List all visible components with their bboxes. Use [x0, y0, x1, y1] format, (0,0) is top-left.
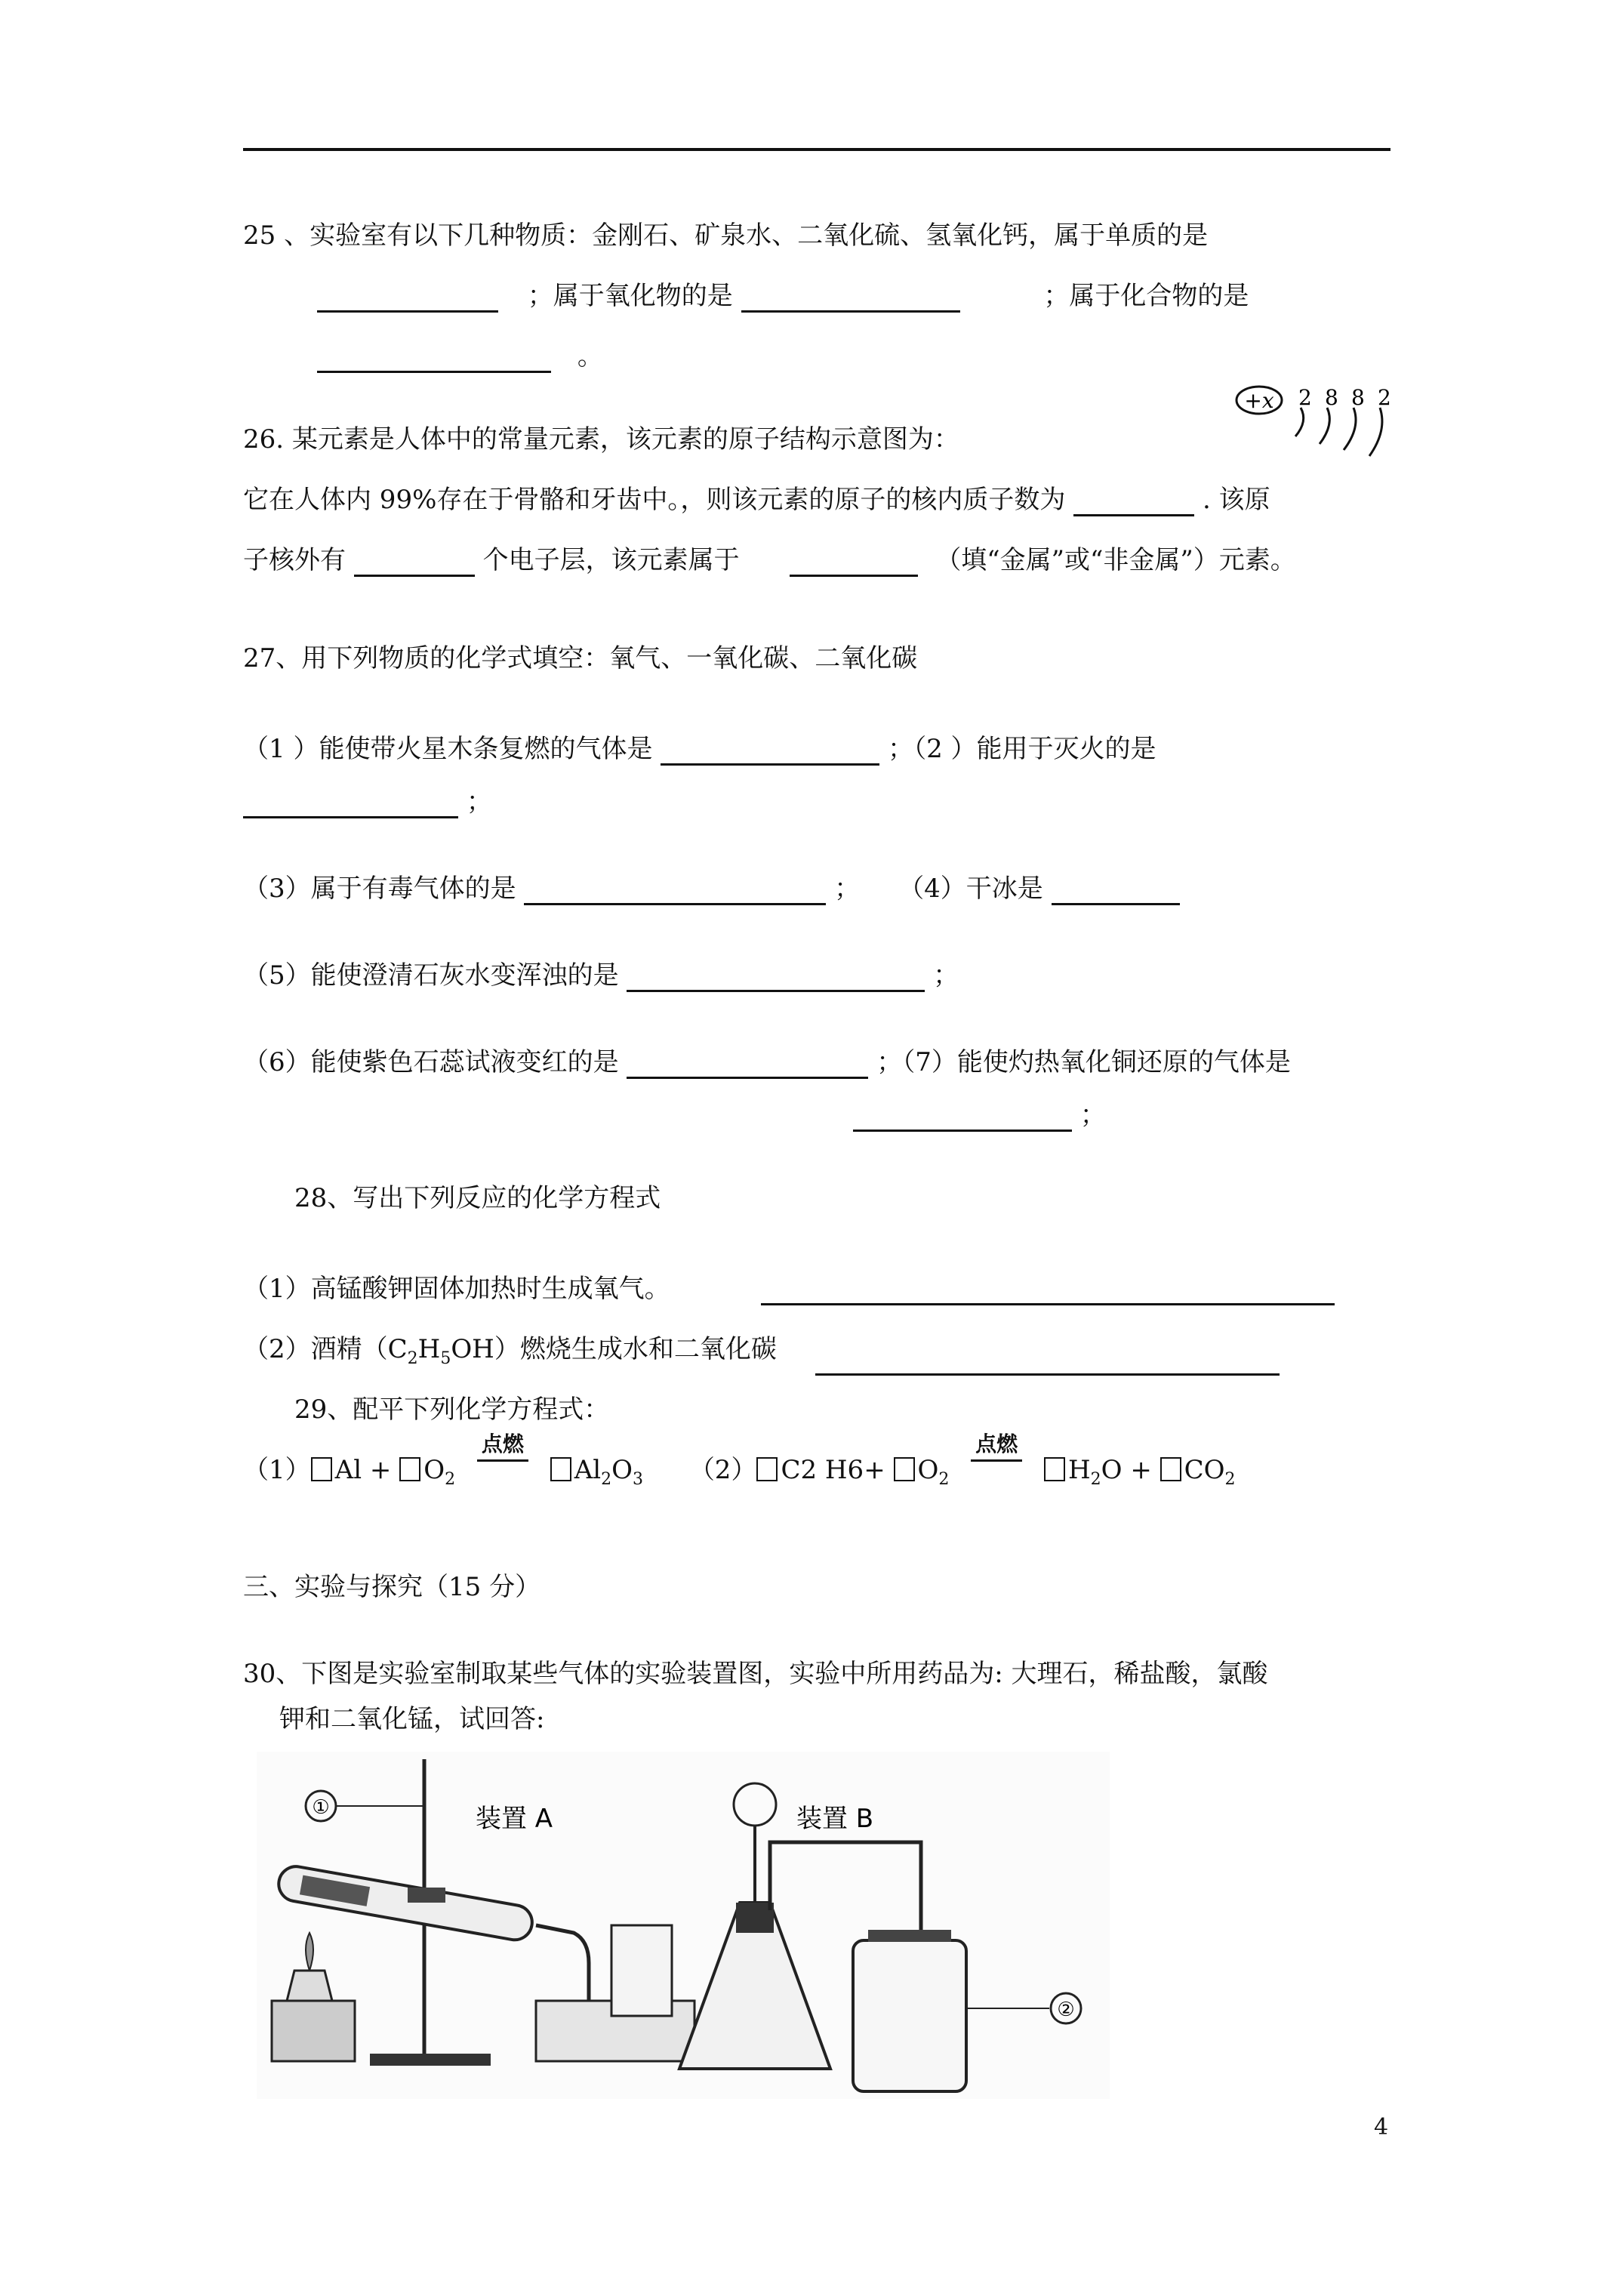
q26-type-options: （填“金属”或“非金属”）元素。 [935, 545, 1296, 575]
reaction-arrow-ignite: 点燃 [477, 1453, 528, 1487]
shell-count-2: 8 [1325, 385, 1338, 410]
coefficient-box[interactable] [399, 1457, 420, 1481]
q25-line1: 25 、实验室有以下几种物质：金刚石、矿泉水、二氧化硫、氢氧化钙，属于单质的是 [243, 220, 1209, 251]
q25-blank-element[interactable] [317, 282, 498, 313]
q28-line1 [243, 1272, 1335, 1305]
q26-protons-label: 它在人体内 99%存在于骨骼和牙齿中。，则该元素的原子的核内质子数为 [243, 485, 1066, 515]
q29-o2-b: O [917, 1455, 939, 1485]
q27-blank-1[interactable] [661, 735, 879, 766]
q27-item1-label: （1 ）能使带火星木条复燃的气体是 [243, 734, 653, 764]
q28-blank-1[interactable] [761, 1274, 1335, 1305]
q27-blank-2[interactable] [243, 787, 458, 818]
gas-jar-lid [868, 1930, 951, 1942]
q27-end5: ； [933, 960, 959, 991]
q27-blank-7[interactable] [853, 1101, 1072, 1132]
q26-type-label: 个电子层，该元素属于 [482, 545, 740, 575]
q29-co2: CO [1184, 1455, 1225, 1485]
atom-structure-diagram [1229, 378, 1395, 461]
shell-arc-3 [1344, 408, 1356, 450]
q27-item3-label: （3）属于有毒气体的是 [243, 874, 516, 904]
shell-arc-4 [1369, 408, 1382, 456]
coefficient-box[interactable] [756, 1457, 778, 1481]
q26-blank-shells[interactable] [354, 546, 475, 577]
q26-line2-tail: . 该原 [1203, 485, 1270, 515]
q26-line2 [243, 483, 1270, 516]
q27-item2-label: ；（2 ）能用于灭火的是 [888, 734, 1156, 764]
q29-title: 29、配平下列化学方程式： [294, 1395, 610, 1425]
section-heading: 三、实验与探究（15 分） [243, 1572, 541, 1602]
q26-shells-label: 子核外有 [243, 545, 346, 575]
q28-item2-label-c: OH）燃烧生成水和二氧化碳 [451, 1334, 777, 1364]
q27-end2: ； [466, 787, 492, 817]
q28-item1-label: （1）高锰酸钾固体加热时生成氧气。 [243, 1274, 670, 1304]
label-apparatus-a: 装置 A [476, 1804, 553, 1834]
wooden-block [272, 2001, 355, 2061]
q27-item4-label: （4）干冰是 [898, 874, 1043, 904]
q27-item5-label: （5）能使澄清石灰水变浑浊的是 [243, 960, 619, 991]
q27-line7 [853, 1099, 1106, 1132]
q27-line6 [243, 1046, 1291, 1079]
shell-count-3: 8 [1351, 385, 1365, 410]
marker-1: ① [312, 1796, 330, 1819]
q27-blank-5[interactable] [627, 961, 925, 992]
q25-blank-oxide[interactable] [741, 282, 960, 313]
q26-line1: 26. 某元素是人体中的常量元素，该元素的原子结构示意图为： [243, 424, 959, 455]
q29-h2o-a: H [1068, 1455, 1091, 1485]
marker-2: ② [1057, 1999, 1075, 2021]
q25-oxide-label: ；属于氧化物的是 [527, 281, 733, 311]
q25-blank-compound[interactable] [317, 342, 551, 373]
q25-compound-label: ；属于化合物的是 [1043, 281, 1249, 311]
q25-end: 。 [577, 341, 603, 371]
shell-arc-2 [1320, 408, 1329, 444]
collecting-bottle [611, 1925, 672, 2016]
q27-blank-6[interactable] [627, 1048, 868, 1079]
ring-stand-base [370, 2054, 491, 2066]
coefficient-box[interactable] [1044, 1457, 1065, 1481]
q28-title: 28、写出下列反应的化学方程式 [294, 1183, 661, 1213]
q27-item6-label: （6）能使紫色石蕊试液变红的是 [243, 1047, 619, 1077]
coefficient-box[interactable] [1160, 1457, 1181, 1481]
shell-count-1: 2 [1298, 385, 1312, 410]
q27-line2 [243, 785, 492, 818]
q27-blank-3[interactable] [524, 874, 826, 905]
label-apparatus-b: 装置 B [796, 1804, 874, 1834]
alcohol-lamp [287, 1971, 332, 2001]
gas-jar [853, 1940, 966, 2091]
q29-al2o3-b: O [611, 1455, 633, 1485]
shell-arc-1 [1295, 408, 1304, 436]
q25-line3 [317, 340, 603, 373]
coefficient-box[interactable] [550, 1457, 571, 1481]
coefficient-box[interactable] [311, 1457, 332, 1481]
q29-eq2-label: （2） [688, 1455, 757, 1485]
q27-title: 27、用下列物质的化学式填空：氧气、一氧化碳、二氧化碳 [243, 643, 918, 673]
q27-end7: ； [1079, 1100, 1106, 1130]
q29-eq1-label: （1） [243, 1455, 311, 1485]
q27-blank-4[interactable] [1052, 874, 1180, 905]
q29-al2o3-a: Al [574, 1455, 602, 1485]
q27-line5 [243, 959, 959, 992]
reaction-arrow-ignite: 点燃 [971, 1453, 1022, 1487]
q26-line3 [243, 544, 1296, 577]
clamp [408, 1888, 445, 1903]
coefficient-box[interactable] [894, 1457, 915, 1481]
header-rule [243, 148, 1390, 151]
q26-blank-type[interactable] [790, 546, 918, 577]
q30-line2: 钾和二氧化锰，试回答: [279, 1704, 545, 1734]
shell-count-4: 2 [1378, 385, 1391, 410]
q29-o2: O [423, 1455, 445, 1485]
q28-blank-2[interactable] [815, 1345, 1280, 1376]
q27-sep3: ； [834, 874, 861, 904]
page-number: 4 [1374, 2114, 1389, 2140]
q25-line2 [317, 279, 1249, 313]
q30-line1: 30、下图是实验室制取某些气体的实验装置图，实验中所用药品为: 大理石，稀盐酸，氯酸 [243, 1659, 1268, 1689]
nucleus-label: +x [1244, 388, 1274, 413]
q28-line2: （2）酒精$(C_2H_5OH)$燃烧生成水和二氧化碳 [243, 1333, 1280, 1376]
q29-al: Al + [334, 1455, 392, 1485]
q27-item7-label: ；（7）能使灼热氧化铜还原的气体是 [876, 1047, 1291, 1077]
q29-equations: （1） $Al + O_2$ 点燃 $Al_2O_3$ （2） C2 $H6+ O_2$ 点燃 $H_2O + CO_2$ [243, 1432, 1236, 1489]
q29-h2o-b: O + [1101, 1455, 1152, 1485]
q28-item2-label-a: （2）酒精（C [243, 1334, 408, 1364]
q28-item2-label-b: H [417, 1334, 441, 1364]
apparatus-figure [257, 1752, 1110, 2099]
q26-blank-protons[interactable] [1073, 485, 1194, 516]
q27-line1 [243, 732, 1156, 766]
q29-c2h6: C2 H6+ [781, 1455, 885, 1485]
q27-line3 [243, 872, 1180, 905]
